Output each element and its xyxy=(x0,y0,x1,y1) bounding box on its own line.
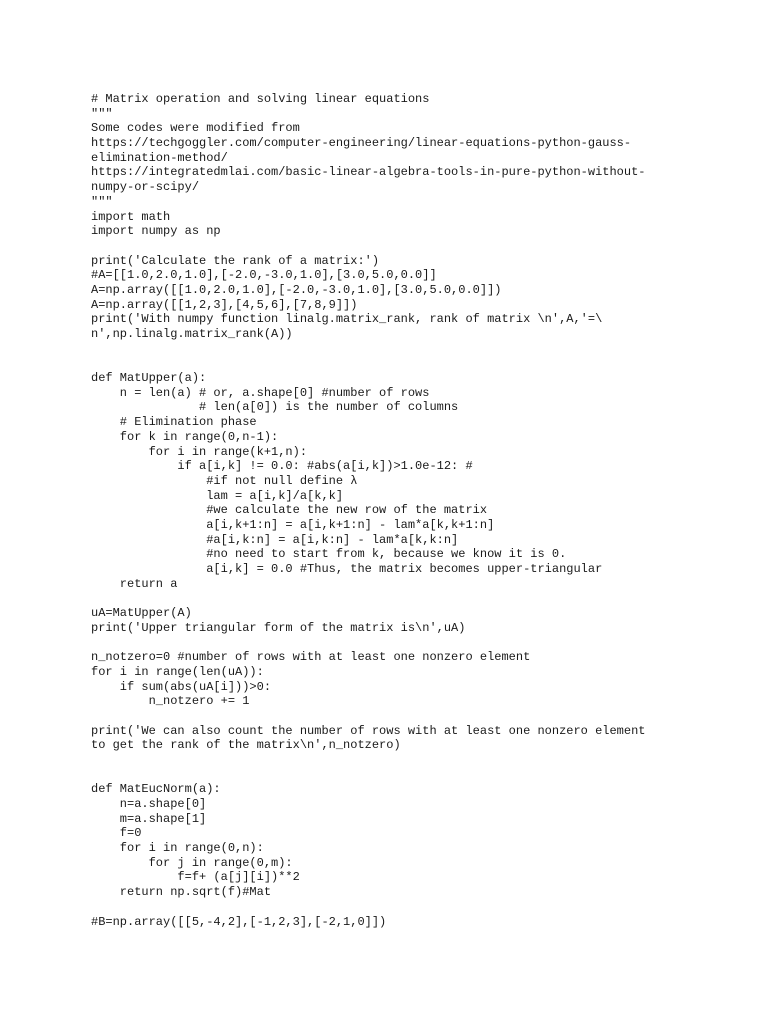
code-line: n=a.shape[0] xyxy=(91,797,207,811)
code-line: for k in range(0,n-1): xyxy=(91,429,279,444)
code-line: a[i,k] = 0.0 #Thus, the matrix becomes upper-triangular xyxy=(91,562,603,576)
code-line: print('We can also count the number of rows with at least one nonzero element xyxy=(91,723,646,738)
code-line: print('Calculate the rank of a matrix:') xyxy=(91,253,380,268)
code-line: A=np.array([[1,2,3],[4,5,6],[7,8,9]]) xyxy=(91,297,358,312)
code-line: n_notzero += 1 xyxy=(91,694,250,709)
code-line: numpy-or-scipy/ xyxy=(91,180,200,195)
code-line: # Matrix operation and solving linear equations xyxy=(91,92,430,106)
code-line: if a[i,k] != 0.0: #abs(a[i,k])>1.0e-12: # xyxy=(91,459,473,474)
code-line: Some codes were modified from xyxy=(91,121,300,136)
code-line: import numpy as np xyxy=(91,224,221,239)
code-line: for i in range(len(uA)): xyxy=(91,664,264,679)
code-line xyxy=(91,709,751,724)
code-line: """ xyxy=(91,106,113,121)
code-line: import math xyxy=(91,209,171,224)
code-line: for j in range(0,m): xyxy=(91,855,293,870)
code-line: for i in range(k+1,n): xyxy=(91,444,308,459)
code-line: def MatUpper(a): xyxy=(91,371,207,386)
code-line: print('Upper triangular form of the matrix is\n',uA) xyxy=(91,620,466,635)
code-line xyxy=(91,768,751,783)
code-line: n_notzero=0 #number of rows with at least one nonzero element xyxy=(91,650,531,665)
code-line: A=np.array([[1.0,2.0,1.0],[-2.0,-3.0,1.0],[3.0,5.0,0.0]]) xyxy=(91,282,502,297)
code-line: a[i,k+1:n] = a[i,k+1:n] - lam*a[k,k+1:n] xyxy=(91,517,495,532)
code-line: n = len(a) # or, a.shape[0] #number of rows xyxy=(91,385,430,400)
code-line: # Elimination phase xyxy=(91,415,257,430)
code-line xyxy=(91,342,751,357)
code-line: #if not null define λ xyxy=(91,473,358,488)
code-line xyxy=(91,635,751,650)
code-line: to get the rank of the matrix\n',n_notzero) xyxy=(91,738,401,753)
code-line xyxy=(91,591,751,606)
code-line: print('With numpy function linalg.matrix_rank, rank of matrix \n',A,'=\ xyxy=(91,312,603,327)
code-line: f=0 xyxy=(91,826,142,841)
code-line xyxy=(91,356,751,371)
code-line: # len(a[0]) is the number of columns xyxy=(91,400,459,415)
code-line: n',np.linalg.matrix_rank(A)) xyxy=(91,327,293,341)
code-line: lam = a[i,k]/a[k,k] xyxy=(91,488,344,503)
code-line: #a[i,k:n] = a[i,k:n] - lam*a[k,k:n] xyxy=(91,532,459,547)
code-listing xyxy=(91,92,751,929)
code-line: #B=np.array([[5,-4,2],[-1,2,3],[-2,1,0]]) xyxy=(91,914,387,929)
code-line: def MatEucNorm(a): xyxy=(91,782,221,797)
code-line: https://techgoggler.com/computer-engineering/linear-equations-python-gauss- xyxy=(91,136,632,151)
code-line: #A=[[1.0,2.0,1.0],[-2.0,-3.0,1.0],[3.0,5.0,0.0]] xyxy=(91,268,437,283)
code-line: https://integratedmlai.com/basic-linear-algebra-tools-in-pure-python-without- xyxy=(91,165,646,180)
code-line: if sum(abs(uA[i]))>0: xyxy=(91,679,272,694)
code-line: for i in range(0,n): xyxy=(91,841,264,856)
code-line: """ xyxy=(91,194,113,209)
code-line: #we calculate the new row of the matrix xyxy=(91,503,488,518)
code-line: elimination-method/ xyxy=(91,150,228,165)
code-line xyxy=(91,900,751,915)
code-line: uA=MatUpper(A) xyxy=(91,606,192,621)
code-line: #no need to start from k, because we know it is 0. xyxy=(91,547,567,562)
code-line: m=a.shape[1] xyxy=(91,811,207,826)
code-line xyxy=(91,239,751,254)
code-line: f=f+ (a[j][i])**2 xyxy=(91,870,300,885)
code-line: return np.sqrt(f)#Mat xyxy=(91,885,272,900)
code-line xyxy=(91,753,751,768)
code-line: return a xyxy=(91,576,178,591)
